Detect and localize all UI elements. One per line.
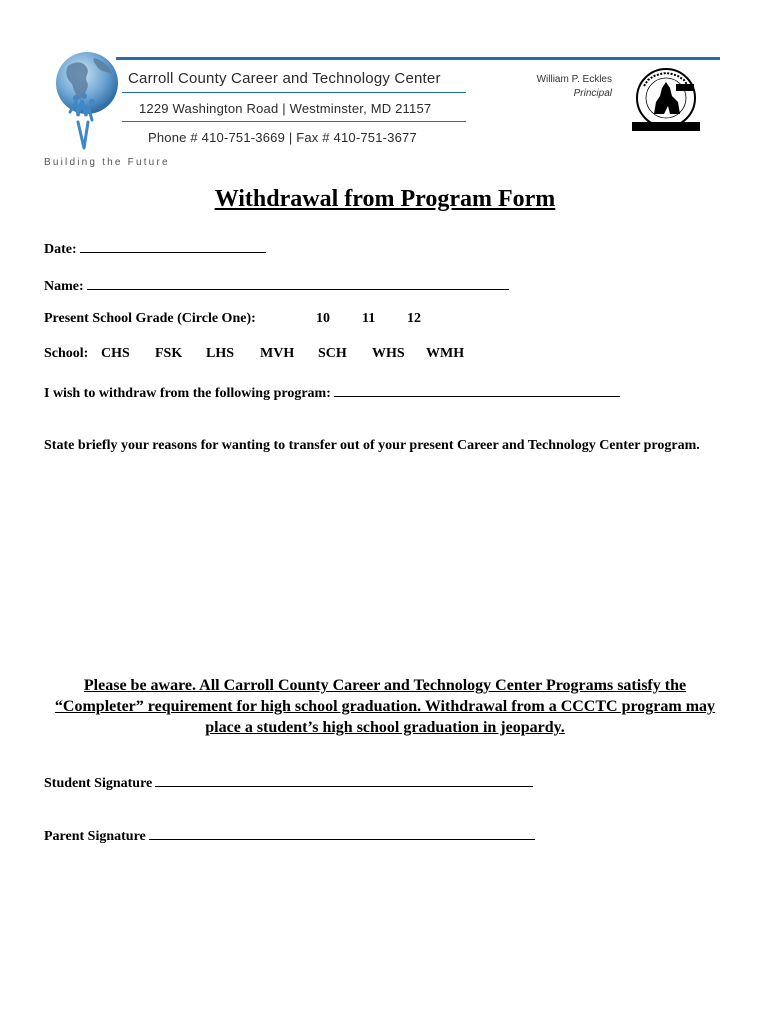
name-label: Name: (44, 279, 84, 294)
graduation-notice: Please be aware. All Carroll County Career and Technology Center Programs satisfy the “Completer” requirement for high school graduation. Withdrawal from a CCCTC program may place a student’s high school graduation in jeopardy. (54, 677, 716, 736)
student-signature-label: Student Signature (44, 776, 153, 791)
name-input-line[interactable] (87, 275, 509, 290)
org-phone-fax: Phone # 410-751-3669 | Fax # 410-751-3677 (148, 130, 417, 145)
header-top-rule (116, 57, 720, 60)
school-option-mvh[interactable]: MVH (260, 346, 295, 361)
header-divider (122, 121, 466, 122)
student-signature-field (44, 772, 533, 792)
reasons-answer-area[interactable] (44, 480, 724, 660)
reasons-prompt: State briefly your reasons for wanting to transfer out of your present Career and Technology Center program. (44, 438, 700, 453)
school-option-lhs[interactable]: LHS (206, 346, 235, 361)
school-option-fsk[interactable]: FSK (155, 346, 183, 361)
program-label: I wish to withdraw from the following program: (44, 386, 331, 401)
org-address: 1229 Washington Road | Westminster, MD 21157 (139, 101, 432, 116)
seal-icon (630, 66, 702, 136)
student-signature-line[interactable] (155, 772, 533, 787)
school-option-sch[interactable]: SCH (318, 346, 347, 361)
globe-icon (54, 50, 124, 150)
ccctc-seal (630, 66, 702, 136)
program-input-line[interactable] (334, 382, 620, 397)
school-option-chs[interactable]: CHS (101, 346, 130, 361)
program-field (44, 382, 620, 402)
header-divider (122, 92, 466, 93)
date-label: Date: (44, 242, 77, 257)
school-option-wmh[interactable]: WMH (426, 346, 465, 361)
globe-logo (54, 50, 124, 150)
principal-name: William P. Eckles (536, 74, 612, 85)
form-title: Withdrawal from Program Form (214, 186, 556, 212)
name-field (44, 275, 509, 295)
school-label: School: (44, 346, 89, 361)
date-input-line[interactable] (80, 238, 266, 253)
grade-option-11[interactable]: 11 (362, 311, 376, 326)
grade-option-10[interactable]: 10 (316, 311, 330, 326)
parent-signature-label: Parent Signature (44, 829, 146, 844)
parent-signature-field (44, 825, 535, 845)
parent-signature-line[interactable] (149, 825, 535, 840)
school-option-whs[interactable]: WHS (372, 346, 405, 361)
grade-label: Present School Grade (Circle One): (44, 311, 256, 326)
org-tagline: Building the Future (44, 157, 170, 168)
principal-title: Principal (573, 88, 612, 99)
org-name: Carroll County Career and Technology Center (128, 70, 441, 87)
date-field (44, 238, 266, 258)
grade-option-12[interactable]: 12 (407, 311, 421, 326)
